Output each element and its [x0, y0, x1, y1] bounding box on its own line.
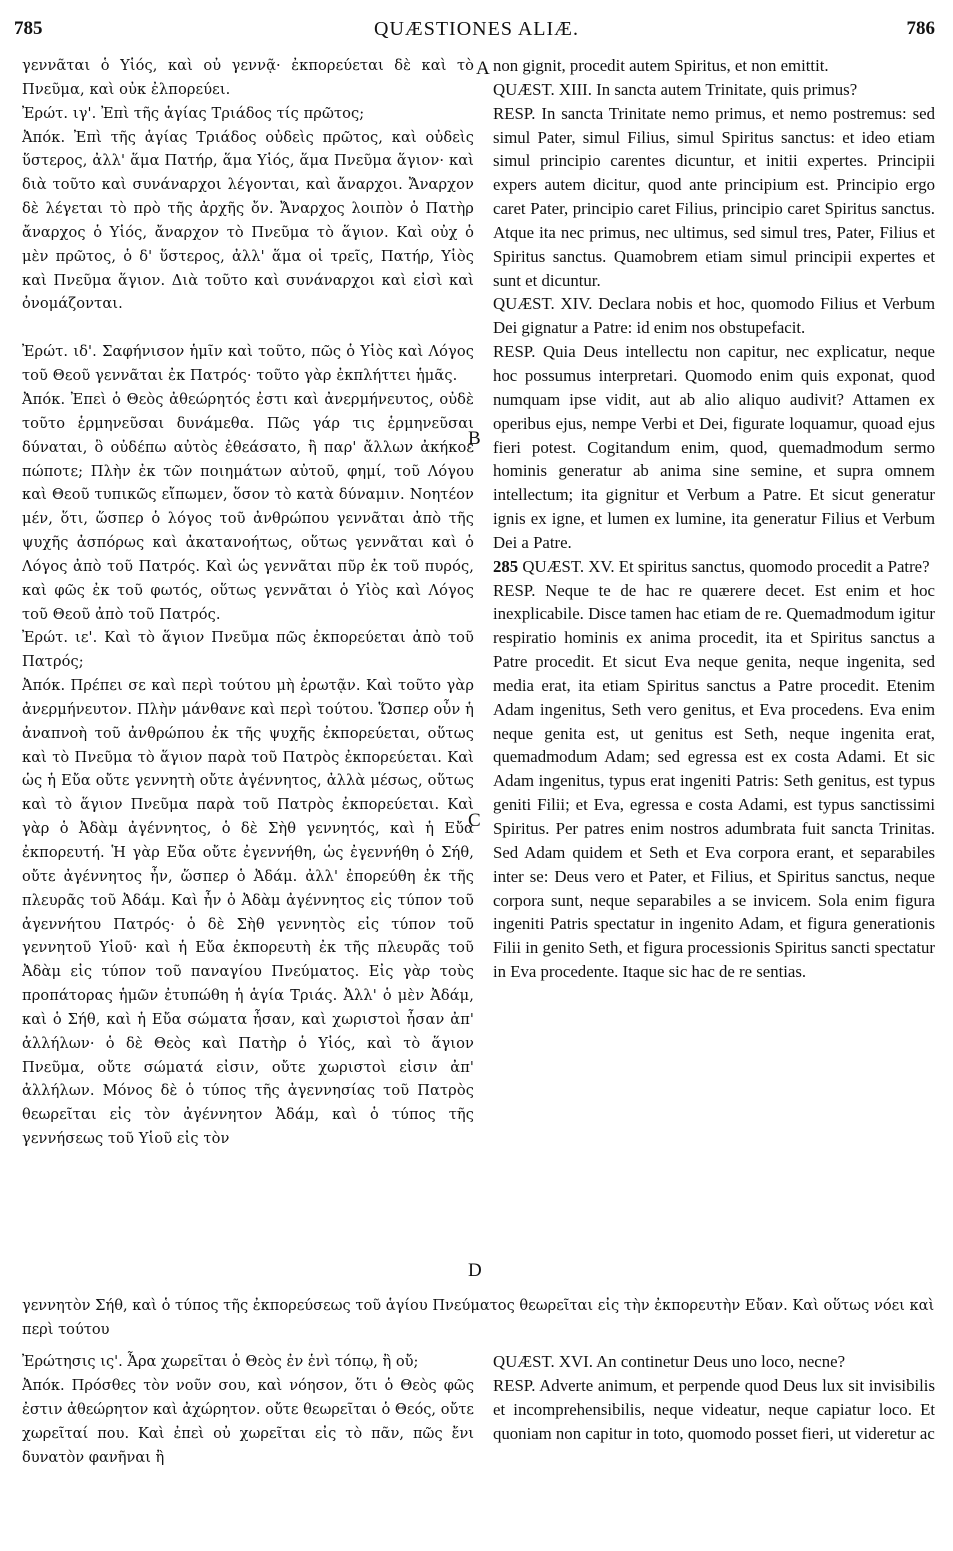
greek-question-15: Ἐρώτ. ιε'. Καὶ τὸ ἅγιον Πνεῦμα πῶς ἐκπορεύεται ἀπὸ τοῦ Πατρός; — [22, 629, 474, 671]
greek-lower-block — [22, 1350, 474, 1470]
spanning-greek-line — [22, 1294, 935, 1342]
latin-question-14: QUÆST. XIV. Declara nobis et hoc, quomodo Filius et Verbum Dei gignatur a Patre: id enim nos obstupefacit. — [493, 294, 935, 338]
greek-question-13: Ἐρώτ. ιγ'. Ἐπὶ τῆς ἁγίας Τριάδος τίς πρῶτος; — [22, 104, 365, 122]
latin-question-16: QUÆST. XVI. An continetur Deus uno loco, necne? — [493, 1352, 846, 1371]
greek-answer-14: Ἀπόκ. Ἐπεὶ ὁ Θεὸς ἀθεώρητός ἐστι καὶ ἀνερμήνευτος, οὐδὲ τοῦτο ἑρμηνεῦσαι δυνάμεθα. Πῶς γάρ τις ἑρμηνεῦσαι δύναται, ὃ οὐδέπω αὐτὸς ἐθεάσατο, ἢ παρ' ἄλλων ἀκήκοε πώποτε; Πλὴν ἐκ τῶν ποιημάτων αὐτοῦ, φημί, τοῦ Λόγου καὶ Θεοῦ τυπικῶς εἴπωμεν, ὅσον τὸ κατὰ δύναμιν. Νοητέον μέν, ὅτι, ὥσπερ ὁ λόγος τοῦ ἀνθρώπου γεννᾶται ἀπὸ τῆς ψυχῆς ἀσπόρως καὶ ἀκατανοήτως, οὕτως γεννᾶται καὶ ὁ Λόγος ἀπὸ τοῦ Πατρός. Καὶ ὡς γεννᾶται πῦρ ἐκ τοῦ πυρός, καὶ φῶς ἐκ τοῦ φωτός, οὕτως γεννᾶται ὁ Υἱὸς καὶ Λόγος τοῦ Θεοῦ ἀπὸ τοῦ Πατρός. — [22, 390, 474, 623]
latin-answer-16: RESP. Adverte animum, et perpende quod Deus lux sit invisibilis et incomprehensibilis, neque videatur, neque capiatur loco. Et quoniam non capitur in toto, quomodo posset fieri, ut videretur ac — [493, 1376, 935, 1443]
greek-question-16: Ἐρώτησις ις'. Ἆρα χωρεῖται ὁ Θεὸς ἐν ἑνὶ τόπῳ, ἢ οὔ; — [22, 1353, 419, 1370]
greek-question-14: Ἐρώτ. ιδ'. Σαφήνισον ἡμῖν καὶ τοῦτο, πῶς ὁ Υἱὸς καὶ Λόγος τοῦ Θεοῦ γεννᾶται ἐκ Πατρός· τοῦτο γὰρ ἐκπλήττει ἡμᾶς. — [22, 343, 474, 385]
margin-marker-a: A — [476, 58, 490, 79]
latin-answer-14: RESP. Quia Deus intellectu non capitur, nec explicatur, neque hoc possumus interpretari. Quomodo enim quis exponat, quod numquam ipse vidit, aut ab alio aliquo audivit? Attamen ex operibus ejus, nempe Verbi et Dei, figurate loquamur, quoad ejus fieri potest. Cogitandum enim, quod, quemadmodum sermo hominis generatur ab anima sine semine, et supra omnem intellectum; ita gignitur et Verbum a Patre. Et sicut generatur ignis ex igne, et lumen ex lumine, ita generatur Filius et Verbum Dei a Patre. — [493, 342, 935, 552]
running-title: QUÆSTIONES ALIÆ. — [374, 18, 579, 40]
latin-lower-block — [493, 1350, 935, 1446]
page-number-left: 785 — [14, 18, 43, 39]
greek-answer-16: Ἀπόκ. Πρόσθες τὸν νοῦν σου, καὶ νόησον, ὅτι ὁ Θεὸς φῶς ἐστιν ἀθεώρητον καὶ ἀχώρητον. οὔτε θεωρεῖται ὁ Θεός, οὔτε χωρεῖταί που. Καὶ ἐπεὶ οὐ χωρεῖται εἰς τὸ πᾶν, πῶς ἔνι δυνατὸν φανῆναι ἢ — [22, 1377, 474, 1466]
greek-span-line: γεννητὸν Σήθ, καὶ ὁ τύπος τῆς ἐκπορεύσεως τοῦ ἁγίου Πνεύματος θεωρεῖται εἰς τὴν ἐκπορευτὴν Εὔαν. Καὶ οὕτως νόει καὶ περὶ τούτου — [22, 1297, 935, 1338]
latin-question-15-text: QUÆST. XV. Et spiritus sanctus, quomodo procedit a Patre? — [522, 556, 930, 576]
greek-answer-13: Ἀπόκ. Ἐπὶ τῆς ἁγίας Τριάδος οὐδεὶς πρῶτος, καὶ οὐδεὶς ὕστερος, ἀλλ' ἅμα Πατήρ, ἅμα Υἱός, ἅμα Πνεῦμα ἅγιον· καὶ διὰ τοῦτο καὶ συνάναρχοι λέγονται, καὶ ἄναρχοι. Ἄναρχον δὲ λέγεται τὸ πρὸ τῆς ἀρχῆς ὄν. Ἄναρχος λοιπὸν ὁ Πατὴρ ἄναρχος ὁ Υἱός, ἄναρχον τὸ Πνεῦμα τὸ ἅγιον. Καὶ οὐχ ὁ μὲν πρῶτος, ὁ δ' ὕστερος, ἀλλ' ἅμα οἱ τρεῖς, Πατήρ, Υἱὸς καὶ Πνεῦμα ἅγιον. Διὰ τοῦτο καὶ συνάναρχοι καὶ εἰσὶ καὶ ὀνομάζονται. — [22, 128, 474, 313]
greek-answer-15: Ἀπόκ. Πρέπει σε καὶ περὶ τούτου μὴ ἐρωτᾷν. Καὶ τοῦτο γὰρ ἀνερμήνευτον. Πλὴν μάνθανε καὶ περὶ τούτου. Ὥσπερ οὖν ἡ ἀναπνοὴ τοῦ ἀνθρώπου ἐκ τῆς ψυχῆς ἐκπορεύεται, οὕτως καὶ τὸ Πνεῦμα τὸ ἅγιον παρὰ τοῦ Πατρὸς ἐκπορεύεται. Καὶ ὡς ἡ Εὔα οὔτε γεννητὴ οὔτε ἀγέννητος, ἀλλὰ μέσως, οὕτως καὶ τὸ ἅγιον Πνεῦμα παρὰ τοῦ Πατρὸς ἐκπορεύεται. Καὶ γὰρ ὁ Ἀδὰμ ἀγέννητος, ὁ δὲ Σὴθ γεννητός, καὶ ἡ Εὔα ἐκπορευτή. Ἡ γὰρ Εὔα οὔτε ἐγεννήθη, ὡς ἐγεννήθη ὁ Σήθ, οὔτε ἀγέννητος ἦν, ὥσπερ ὁ Ἀδάμ. ἀλλ' ἐπορεύθη ἐκ τῆς πλευρᾶς τοῦ Ἀδάμ. Καὶ ἦν ὁ Ἀδὰμ ἀγέννητος εἰς τύπον τοῦ ἀγεννήτου Πατρός· ὁ δὲ Σὴθ γεννητὸς εἰς τύπον τοῦ γεννητοῦ Υἱοῦ· καὶ ἡ Εὔα ἐκπορευτὴ ἐκ τῆς πλευρᾶς τοῦ Ἀδὰμ εἰς τύπον τοῦ παναγίου Πνεύματος. Εἰς γὰρ τοὺς προπάτορας ἡμῶν ἐτυπώθη ἡ ἁγία Τριάς. Ἀλλ' ὁ μὲν Ἀδάμ, καὶ ὁ Σήθ, καὶ ἡ Εὔα σώματα ἦσαν, καὶ χωριστοὶ ἦσαν ἀπ' ἀλλήλων· ὁ δὲ Θεὸς καὶ Πατὴρ ὁ Υἱός, καὶ τὸ ἅγιον Πνεῦμα, οὔτε σώματά εἰσιν, οὔτε χωριστοὶ εἰσιν ἀπ' ἀλλήλων. Μόνος δὲ ὁ τύπος τῆς ἀγεννησίας τοῦ Πατρὸς θεωρεῖται εἰς τὸν ἀγέννητον Ἀδάμ, καὶ ὁ τύπος τῆς γεννήσεως τοῦ Υἱοῦ εἰς τὸν — [22, 677, 474, 1148]
latin-paragraph: non gignit, procedit autem Spiritus, et non emittit. — [493, 56, 829, 75]
page-header — [0, 0, 953, 44]
greek-column — [22, 54, 474, 1151]
greek-paragraph: γεννᾶται ὁ Υἱός, καὶ οὐ γεννᾷ· ἐκπορεύεται δὲ καὶ τὸ Πνεῦμα, καὶ οὐκ ἐλπορεύει. — [22, 57, 474, 98]
page-number-right: 786 — [906, 18, 935, 39]
latin-question-15 — [493, 555, 935, 579]
latin-column — [493, 54, 935, 984]
column-number: 285 — [493, 556, 519, 576]
latin-answer-13: RESP. In sancta Trinitate nemo primus, et nemo postremus: sed simul Pater, simul Filius, simul Spiritus sanctus: et ideo etiam simul principio carentes dicuntur, et initii expertes. Principii expers autem dicitur, quod ante principium est. Principio ergo caret Pater, principio caret Filius, principio caret Spiritus sanctus. Atque ita nec primus, nec ultimus, sed simul tres, Pater, Filius et Spiritus sanctus. Quamobrem etiam simul principii expertes et sunt et dicuntur. — [493, 103, 935, 290]
latin-answer-15: RESP. Neque te de hac re quærere decet. Est enim et hoc inexplicabile. Disce tamen hac etiam de re. Quemadmodum igitur respiratio hominis ex anima procedit, ita et Spiritus sanctus a Patre procedit. Et sicut Eva neque genita, neque ingenita, sed media erat, ita etiam Spiritus sanctus a Patre procedit. Etenim Adam ingenitus, Seth vero genitus, et Eva procedens. Eva enim neque genita est, ut genitus est Seth, neque ingenita erat, quemadmodum Adam; sed egressa est ex costa Adami. Et sic Adam ingenitus, typus erat ingeniti Patris: Seth genitus, est typus geniti Filii; et Eva, egressa e costa Adami, est typus sanctissimi Spiritus. Per patres enim nostros adumbrata fuit sancta Trinitas. Sed Adam quidem et Seth et Eva corpora erant, et separabiles inter se: Deus vero et Pater, et Filius, et Spiritus sanctus, neque corpora sunt, neque separabiles a se invicem. Sola enim figura ingeniti Patris spectatur in ingenito Adam, et figura generationis Filii in genito Seth, et figura processionis Spiritus sancti spectatur in Eva procedente. Itaque sic hac de re sentias. — [493, 580, 935, 982]
margin-marker-b: B — [468, 428, 481, 449]
margin-marker-d: D — [468, 1260, 482, 1281]
latin-question-13: QUÆST. XIII. In sancta autem Trinitate, quis primus? — [493, 79, 858, 99]
margin-marker-c: C — [468, 810, 481, 831]
